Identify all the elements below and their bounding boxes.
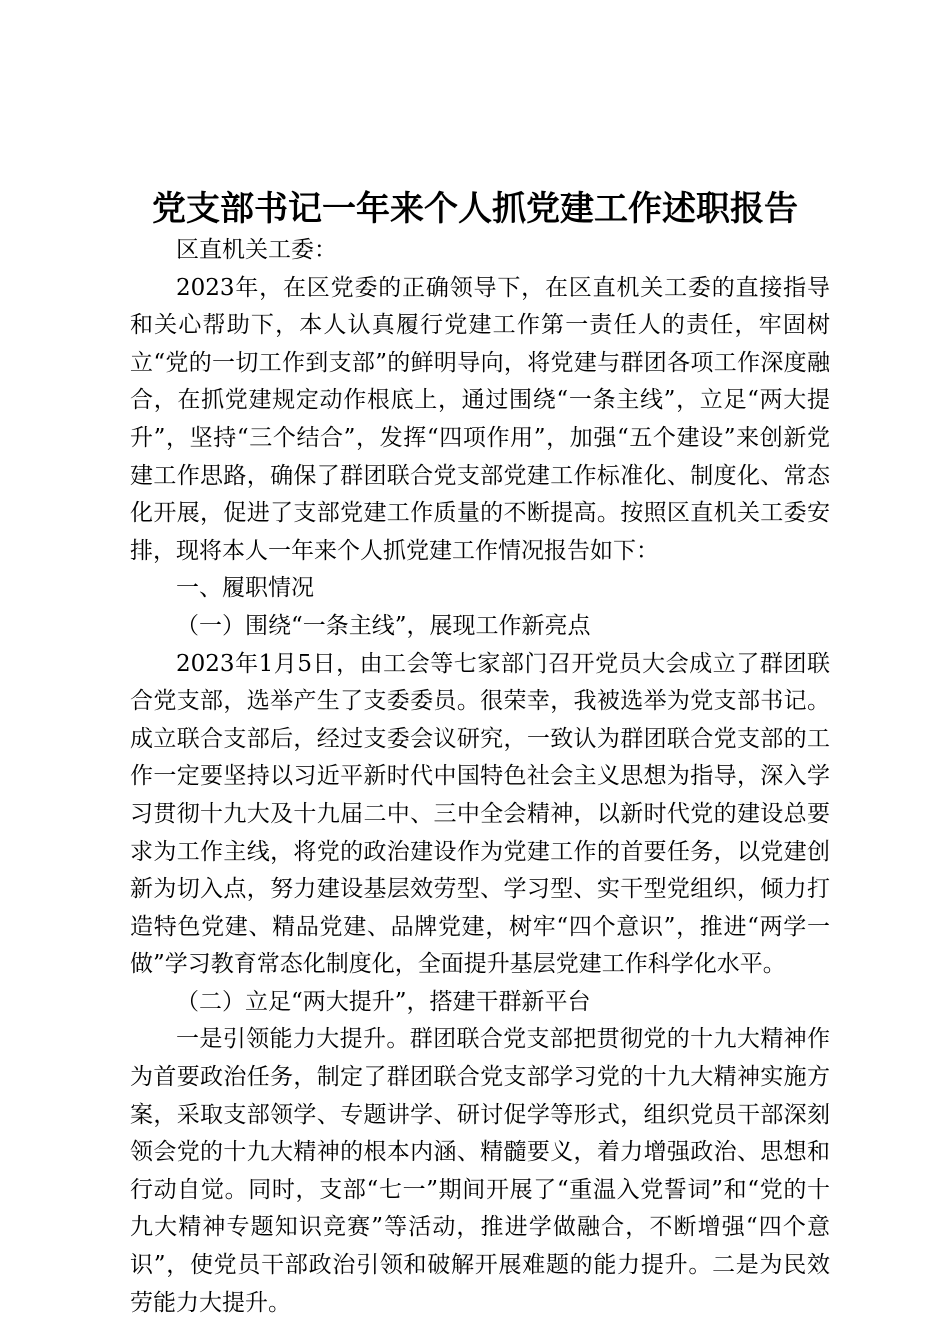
section-heading-duties: 一、履职情况 <box>176 575 314 602</box>
salutation: 区直机关工委： <box>176 237 337 263</box>
document-title: 党支部书记一年来个人抓党建工作述职报告 <box>152 189 798 229</box>
paragraph-two-improvements: 一是引领能力大提升。群团联合党支部把贯彻党的十九大精神作为首要政治任务，制定了群团联合党支部学习党的十九大精神实施方案，采取支部领学、专题讲学、研讨促学等形式，组织党员干部深刻领会党的十九大精神的根本内涵、精髓要义，着力增强政治、思想和行动自觉。同时，支部“七一”期间开展了“重温入党誓词”和“党的十九大精神专题知识竞赛”等活动，推进学做融合，不断增强“四个意识”，使党员干部政治引领和破解开展难题的能力提升。二是为民效劳能力大提升。 <box>130 1026 830 1316</box>
document-body <box>130 232 830 1322</box>
subsection-heading-two: （二）立足“两大提升”，搭建干群新平台 <box>176 988 591 1015</box>
subsection-heading-one: （一）围绕“一条主线”，展现工作新亮点 <box>176 612 591 639</box>
paragraph-main-line: 2023年1月5日，由工会等七家部门召开党员大会成立了群团联合党支部，选举产生了支委委员。很荣幸，我被选举为党支部书记。成立联合支部后，经过支委会议研究，一致认为群团联合党支部的工作一定要坚持以习近平新时代中国特色社会主义思想为指导，深入学习贯彻十九大及十九届二中、三中全会精神，以新时代党的建设总要求为工作主线，将党的政治建设作为党建工作的首要任务，以党建创新为切入点，努力建设基层效劳型、学习型、实干型党组织，倾力打造特色党建、精品党建、品牌党建，树牢“四个意识”，推进“两学一做”学习教育常态化制度化，全面提升基层党建工作科学化水平。 <box>130 650 830 978</box>
paragraph-intro: 2023年，在区党委的正确领导下，在区直机关工委的直接指导和关心帮助下，本人认真履行党建工作第一责任人的责任，牢固树立“党的一切工作到支部”的鲜明导向，将党建与群团各项工作深度融合，在抓党建规定动作根底上，通过围绕“一条主线”，立足“两大提升”，坚持“三个结合”，发挥“四项作用”，加强“五个建设”来创新党建工作思路，确保了群团联合党支部党建工作标准化、制度化、常态化开展，促进了支部党建工作质量的不断提高。按照区直机关工委安排，现将本人一年来个人抓党建工作情况报告如下： <box>130 274 830 564</box>
